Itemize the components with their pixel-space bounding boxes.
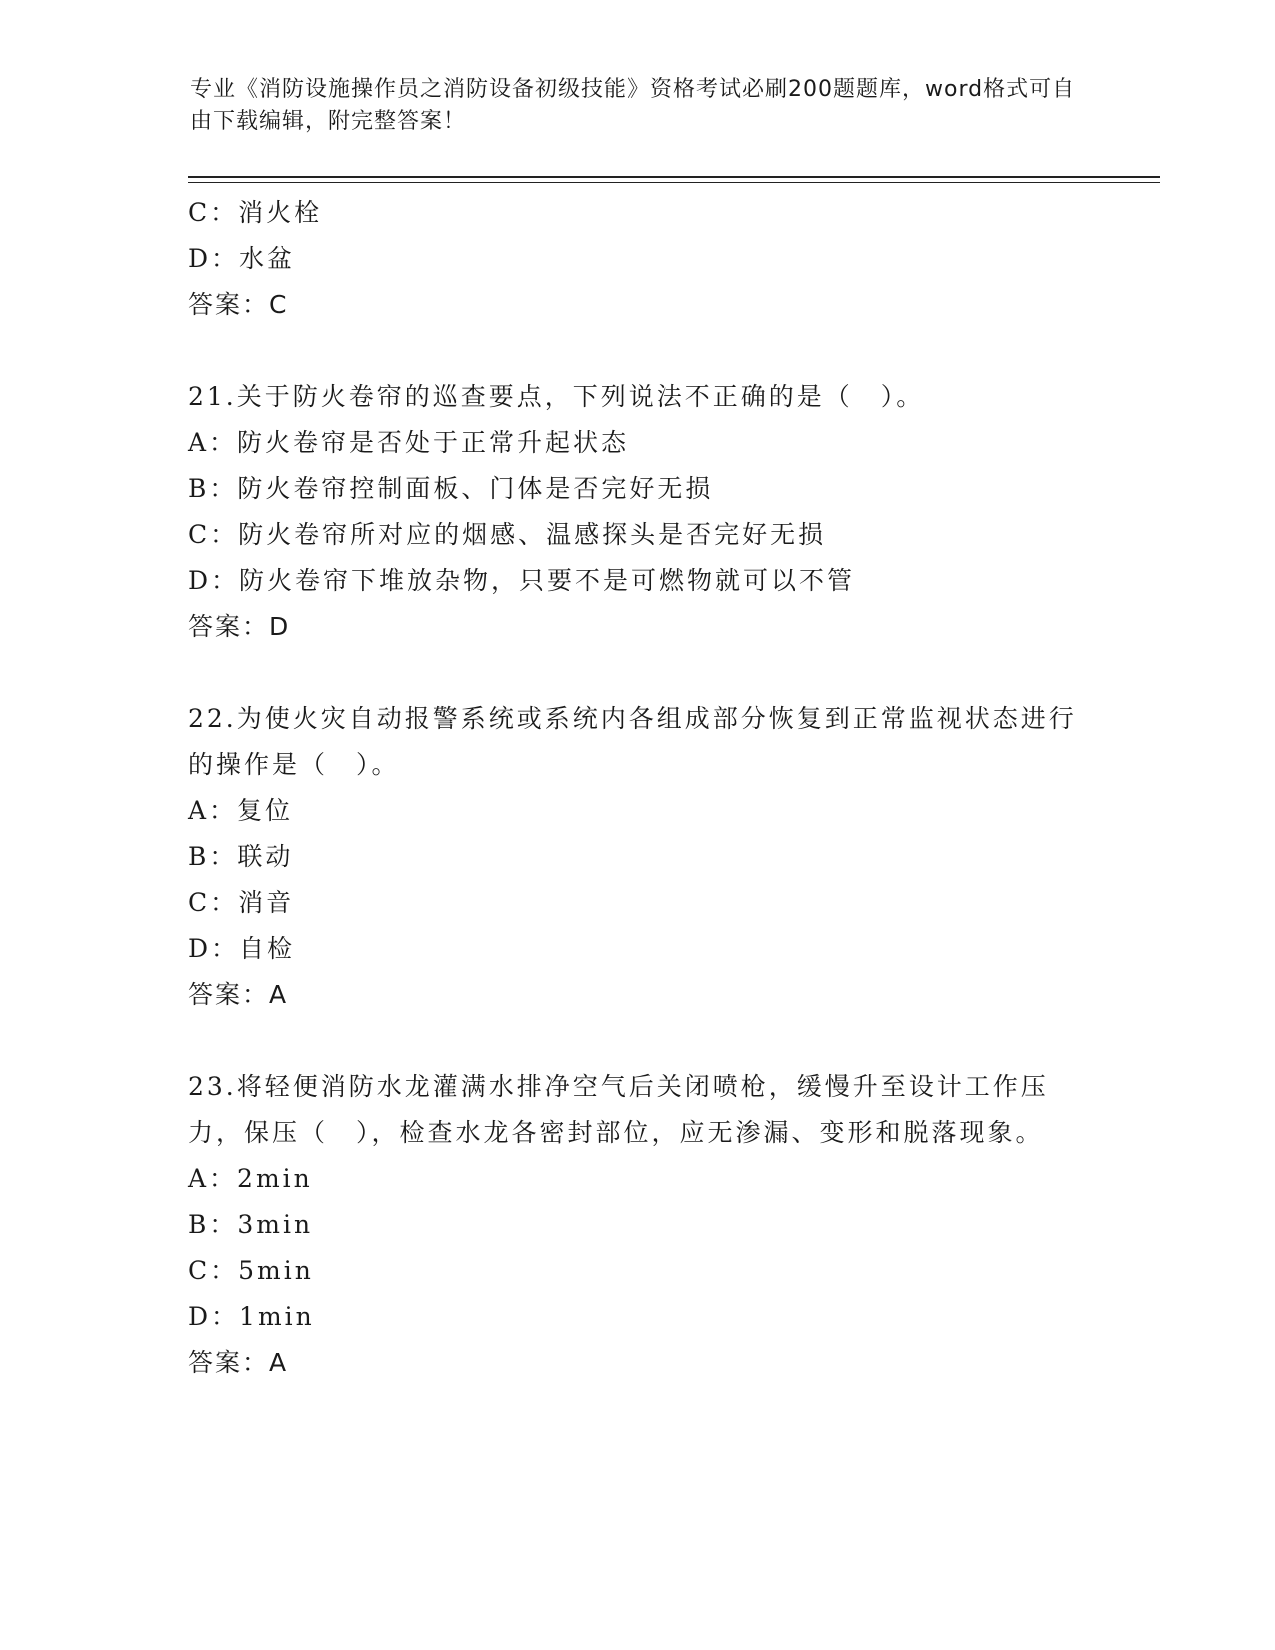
spacer [188,328,1088,374]
question-continued [188,190,1088,328]
question-text: 22.为使火灾自动报警系统或系统内各组成部分恢复到正常监视状态进行的操作是（ ）。 [188,704,1077,779]
option-a: A：复位 [188,796,294,825]
question-list [188,190,1088,1386]
option-c: C：消音 [188,888,295,917]
header-rule-thick [188,176,1160,178]
question-text: 23.将轻便消防水龙灌满水排净空气后关闭喷枪，缓慢升至设计工作压力，保压（ ），检查水龙各密封部位，应无渗漏、变形和脱落现象。 [188,1072,1049,1147]
question-21 [188,374,1088,650]
option-d: D：水盆 [188,244,296,273]
option-c: C：消火栓 [188,198,323,227]
option-b: B：联动 [188,842,294,871]
document-header [190,74,1090,138]
header-title: 专业《消防设施操作员之消防设备初级技能》资格考试必刷200题题库，word格式可自由下载编辑，附完整答案！ [190,77,1076,134]
option-b: B：3min [188,1210,314,1239]
question-22 [188,696,1088,1018]
option-a: A：2min [188,1164,313,1193]
answer-line: 答案：A [188,1348,289,1377]
question-23 [188,1064,1088,1386]
question-text: 21.关于防火卷帘的巡查要点，下列说法不正确的是（ ）。 [188,382,925,411]
option-d: D：自检 [188,934,296,963]
answer-line: 答案：D [188,612,291,641]
answer-line: 答案：A [188,980,289,1009]
option-d: D：1min [188,1302,315,1331]
answer-line: 答案：C [188,290,289,319]
spacer [188,1018,1088,1064]
option-b: B：防火卷帘控制面板、门体是否完好无损 [188,474,714,503]
option-a: A：防火卷帘是否处于正常升起状态 [188,428,630,457]
option-c: C：防火卷帘所对应的烟感、温感探头是否完好无损 [188,520,827,549]
option-d: D：防火卷帘下堆放杂物，只要不是可燃物就可以不管 [188,566,856,595]
spacer [188,650,1088,696]
header-rule-thin [188,182,1160,183]
option-c: C：5min [188,1256,314,1285]
